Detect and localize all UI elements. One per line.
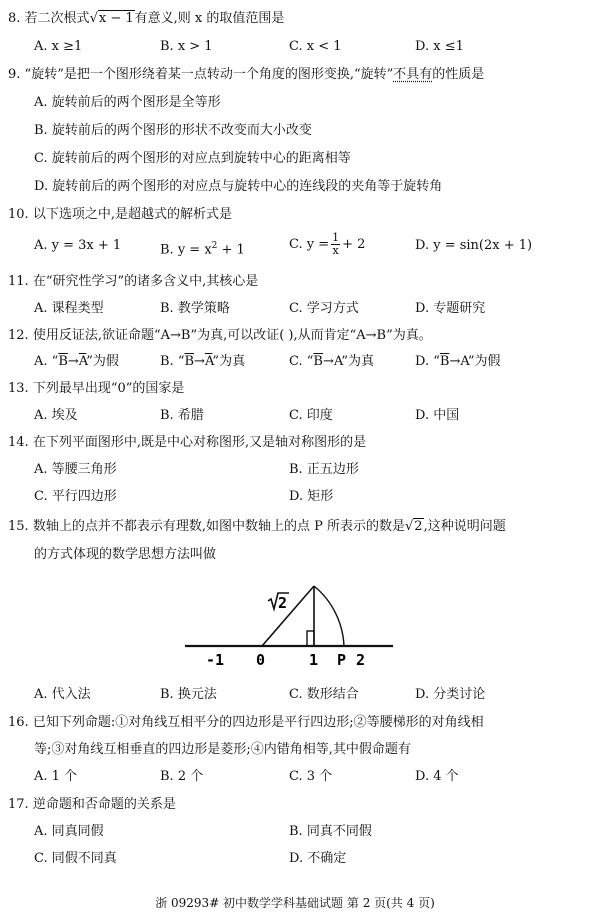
question-13 <box>8 380 184 398</box>
option-c <box>289 230 365 260</box>
question-text: 已知下列命题:①对角线互相平分的四边形是平行四边形;②等腰梯形的对角线相 <box>32 715 484 730</box>
tick-label-0: 0 <box>256 651 266 669</box>
option-b: B. x > 1 <box>160 39 213 54</box>
option-c: C. 学习方式 <box>289 301 359 316</box>
question-10 <box>8 206 232 224</box>
option-c: C. 旋转前后的两个图形的对应点到旋转中心的距离相等 <box>34 151 351 166</box>
question-text: 在“研究性学习”的诸多含义中,其核心是 <box>32 274 259 289</box>
sqrt-symbol: √ <box>404 519 414 534</box>
exponent: 2 <box>211 241 218 251</box>
arc <box>314 586 344 646</box>
question-15 <box>8 518 506 536</box>
radicand: 2 <box>414 519 423 534</box>
option-d: D. y = sin(2x + 1) <box>415 238 533 253</box>
question-text: 逆命题和否命题的关系是 <box>32 797 176 812</box>
option-c: C. 平行四边形 <box>34 489 117 504</box>
option-a: A. 1 个 <box>34 769 78 784</box>
option-b: B. 同真不同假 <box>289 824 372 839</box>
option-b: B. 换元法 <box>160 687 217 702</box>
right-angle-mark <box>307 631 314 646</box>
option-b <box>160 353 245 371</box>
option-c <box>289 353 374 371</box>
question-17 <box>8 796 176 814</box>
option-d: D. 专题研究 <box>415 301 486 316</box>
option-a: A. y = 3x + 1 <box>34 238 122 253</box>
option-b: B. 正五边形 <box>289 462 359 477</box>
question-text-cont: 的性质是 <box>432 67 485 82</box>
tick-label-sqrt2 <box>268 593 289 612</box>
option-a <box>34 353 119 371</box>
emphasis-text: 不具有 <box>393 67 433 82</box>
question-14 <box>8 434 366 452</box>
option-suffix: ”为真 <box>212 354 246 369</box>
question-number: 16. <box>8 715 29 730</box>
question-15-line2: 的方式体现的数学思想方法叫做 <box>34 547 217 562</box>
question-text: 数轴上的点并不都表示有理数,如图中数轴上的点 P 所表示的数是 <box>32 519 405 534</box>
option-prefix: C. “ <box>289 354 314 369</box>
number-line-figure <box>0 575 590 675</box>
option-suffix: ”为真 <box>341 354 374 369</box>
option-c-text: C. y = <box>289 237 330 252</box>
option-a: A. 代入法 <box>34 687 91 702</box>
arrow: →A <box>449 354 468 369</box>
option-suffix: ”为假 <box>467 354 501 369</box>
question-number: 17. <box>8 797 29 812</box>
option-b: B. 教学策略 <box>160 301 230 316</box>
question-text: 以下选项之中,是超越式的解析式是 <box>32 207 232 222</box>
option-b-text: B. y = x <box>160 242 212 258</box>
question-number: 11. <box>8 274 29 289</box>
question-12 <box>8 327 432 345</box>
option-b: B. 旋转前后的两个图形的形状不改变而大小改变 <box>34 123 312 138</box>
option-c: C. 3 个 <box>289 769 333 784</box>
option-a: A. 等腰三角形 <box>34 462 117 477</box>
option-d: D. 矩形 <box>289 489 334 504</box>
question-text: 下列最早出现“0”的国家是 <box>32 381 185 396</box>
tick-label-p: P <box>337 651 347 669</box>
option-d: D. 旋转前后的两个图形的对应点与旋转中心的连线段的夹角等于旋转角 <box>34 179 443 194</box>
question-number: 8. <box>8 11 21 26</box>
option-suffix: ”为假 <box>86 354 119 369</box>
numerator: 1 <box>332 231 340 244</box>
sqrt-symbol: √ <box>89 11 98 26</box>
option-d: D. 中国 <box>415 408 460 423</box>
option-d: D. 分类讨论 <box>415 687 486 702</box>
option-a: A. 同真同假 <box>34 824 104 839</box>
negated-a: $\overline{A}$ <box>78 354 87 369</box>
question-text: “旋转”是把一个图形绕着某一点转动一个角度的图形变换,“旋转” <box>24 67 394 82</box>
negated-a: $\overline{A}$ <box>204 354 213 369</box>
option-prefix: B. “ <box>160 354 185 369</box>
option-d: D. 不确定 <box>289 851 347 866</box>
arrow: → <box>67 354 79 369</box>
option-b <box>160 237 245 259</box>
arrow: → <box>194 354 205 369</box>
question-8 <box>8 10 284 28</box>
tick-label-1: 1 <box>309 651 319 669</box>
question-16 <box>8 714 484 732</box>
option-b: B. 2 个 <box>160 769 204 784</box>
option-c: C. 同假不同真 <box>34 851 117 866</box>
option-c: C. x < 1 <box>289 39 342 54</box>
negated-b: $\overline{B}$ <box>184 354 195 369</box>
option-c: C. 数形结合 <box>289 687 359 702</box>
option-c-tail: + 2 <box>342 237 366 252</box>
question-number: 13. <box>8 381 29 396</box>
question-number: 14. <box>8 435 29 450</box>
option-prefix: A. “ <box>34 354 59 369</box>
option-c: C. 印度 <box>289 408 333 423</box>
option-d <box>415 353 500 371</box>
negated-b: $\overline{B}$ <box>58 354 68 369</box>
question-text: 在下列平面图形中,既是中心对称图形,又是轴对称图形的是 <box>32 435 367 450</box>
option-a: A. 旋转前后的两个图形是全等形 <box>34 95 221 110</box>
negated-b: $\overline{B}$ <box>313 354 323 369</box>
option-b: B. 希腊 <box>160 408 204 423</box>
fraction <box>331 232 340 257</box>
option-d: D. 4 个 <box>415 769 459 784</box>
option-prefix: D. “ <box>415 354 440 369</box>
option-a: A. x ≥1 <box>34 39 83 54</box>
question-16-line2: 等;③对角线互相垂直的四边形是菱形;④内错角相等,其中假命题有 <box>34 742 411 757</box>
option-a: A. 课程类型 <box>34 301 104 316</box>
tick-label-neg1: -1 <box>206 651 225 669</box>
question-9 <box>8 66 484 84</box>
option-d: D. x ≤1 <box>415 39 464 54</box>
option-a: A. 埃及 <box>34 408 78 423</box>
negated-b: $\overline{B}$ <box>439 354 450 369</box>
question-text-cont: 有意义,则 x 的取值范围是 <box>134 11 285 26</box>
question-text: 使用反证法,欲证命题“A→B”为真,可以改证( ),从而肯定“A→B”为真。 <box>32 328 432 343</box>
tick-label-sqrt2-text: 2 <box>278 594 288 612</box>
tick-label-2: 2 <box>356 651 366 669</box>
option-b-tail: + 1 <box>217 242 245 258</box>
question-11 <box>8 273 258 291</box>
hypotenuse <box>262 586 314 646</box>
denominator: x <box>332 244 339 257</box>
question-text: 若二次根式 <box>24 11 90 26</box>
question-number: 9. <box>8 67 21 82</box>
arrow: →A <box>322 354 342 369</box>
question-number: 12. <box>8 328 29 343</box>
page-footer: 浙 09293# 初中数学学科基础试题 第 2 页(共 4 页) <box>155 896 435 910</box>
question-number: 15. <box>8 519 29 534</box>
radicand: x − 1 <box>98 11 134 26</box>
question-text-cont: ,这种说明问题 <box>423 519 506 534</box>
question-number: 10. <box>8 207 29 222</box>
